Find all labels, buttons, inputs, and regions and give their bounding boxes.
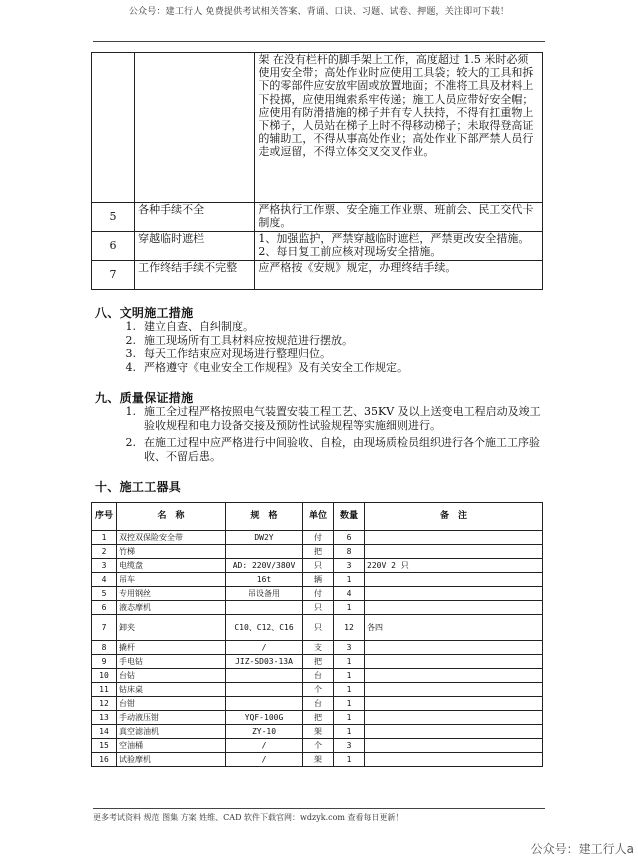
cell-note <box>365 711 543 725</box>
cell-qty: 4 <box>334 587 365 601</box>
cell-name: 卸夹 <box>117 615 226 641</box>
safety-measures-table <box>91 52 543 290</box>
table-row <box>92 697 543 711</box>
watermark: 公众号：建工行人a <box>530 842 634 856</box>
cell-unit: 只 <box>303 601 334 615</box>
cell-qty: 1 <box>334 725 365 739</box>
cell-no: 3 <box>92 559 117 573</box>
table-row <box>92 203 543 232</box>
cell-unit: 架 <box>303 725 334 739</box>
cell-note <box>365 641 543 655</box>
cell-name: 台钻 <box>117 669 226 683</box>
cell-spec: 16t <box>226 573 303 587</box>
list-text: 严格遵守《电业安全工作规程》及有关安全工作规定。 <box>144 360 408 374</box>
header-notice: 公众号：建工行人 免费提供考试相关答案、背诵、口诀、习题、试卷、押题，关注即可下载！ <box>128 7 510 17</box>
row-name: 工作终结手续不完整 <box>135 261 255 290</box>
cell-unit: 台 <box>303 669 334 683</box>
cell-spec: ZY-10 <box>226 725 303 739</box>
cell-spec: C10、C12、C16 <box>226 615 303 641</box>
cell-note <box>365 587 543 601</box>
cell-name: 手动液压钳 <box>117 711 226 725</box>
table-row <box>92 573 543 587</box>
cell-note <box>365 545 543 559</box>
cell-qty: 3 <box>334 739 365 753</box>
list-index: 1. <box>125 320 136 333</box>
table-row <box>92 559 543 573</box>
cell-no: 12 <box>92 697 117 711</box>
cell-qty: 3 <box>334 641 365 655</box>
table-row <box>92 53 543 203</box>
list-item <box>122 347 522 361</box>
cell-spec: / <box>226 739 303 753</box>
table-row <box>92 753 543 767</box>
cell-name: 试验摩机 <box>117 753 226 767</box>
cell-unit: 支 <box>303 641 334 655</box>
cell-unit: 把 <box>303 655 334 669</box>
list-text: 在施工过程中应严格进行中间验收、自检，由现场质检员组织进行各个施工工序验收、不留后患。 <box>144 436 540 463</box>
cell-spec <box>226 601 303 615</box>
list-item <box>122 436 547 463</box>
table-row <box>92 531 543 545</box>
cell-name: 台钳 <box>117 697 226 711</box>
list-text: 施工全过程严格按照电气装置安装工程工艺、35KV 及以上送变电工程启动及竣工验收规程和电力设备交接及预防性试验规程等实施细则进行。 <box>144 405 541 432</box>
cell-no: 7 <box>92 615 117 641</box>
list-index: 3. <box>125 347 136 361</box>
cell-spec: / <box>226 641 303 655</box>
row-number: 6 <box>92 232 135 261</box>
footer-note: 更多考试资料 规范 图集 方案 姓维、CAD 软件下载官网：wdzyk.com 查看每日更新！ <box>93 813 404 822</box>
cell-note <box>365 531 543 545</box>
cell-note <box>365 739 543 753</box>
table-row <box>92 615 543 641</box>
header-unit: 单位 <box>303 503 334 531</box>
table-row <box>92 669 543 683</box>
cell-unit: 只 <box>303 615 334 641</box>
cell-name: 撬杆 <box>117 641 226 655</box>
table-row <box>92 725 543 739</box>
table-row <box>92 232 543 261</box>
list-index: 2. <box>125 436 136 450</box>
header-divider <box>93 41 545 42</box>
cell-note <box>365 601 543 615</box>
table-row <box>92 655 543 669</box>
cell-note <box>365 573 543 587</box>
section-8-title: 八、文明施工措施 <box>95 306 194 320</box>
cell-no: 8 <box>92 641 117 655</box>
cell-no: 4 <box>92 573 117 587</box>
row-description: 严格执行工作票、安全施工作业票、班前会、民工交代卡制度。 <box>255 203 543 232</box>
cell-spec: YQF-100G <box>226 711 303 725</box>
cell-note <box>365 655 543 669</box>
cell-name: 竹梯 <box>117 545 226 559</box>
header-name: 名 称 <box>117 503 226 531</box>
cell-unit: 付 <box>303 587 334 601</box>
list-text: 施工现场所有工具材料应按规范进行摆放。 <box>144 333 353 347</box>
cell-note <box>365 669 543 683</box>
cell-unit: 把 <box>303 711 334 725</box>
cell-spec: JIZ-SD03-13A <box>226 655 303 669</box>
cell-name: 液态摩机 <box>117 601 226 615</box>
section-9-list <box>122 405 547 463</box>
cell-qty: 3 <box>334 559 365 573</box>
cell-no: 15 <box>92 739 117 753</box>
cell-qty: 12 <box>334 615 365 641</box>
table-header-row <box>92 503 543 531</box>
cell-spec <box>226 697 303 711</box>
list-item <box>122 334 522 348</box>
table-row <box>92 641 543 655</box>
table-row <box>92 545 543 559</box>
header-qty: 数量 <box>334 503 365 531</box>
cell-note <box>365 753 543 767</box>
cell-no: 2 <box>92 545 117 559</box>
cell-spec: 吊设备用 <box>226 587 303 601</box>
cell-name: 电缆盘 <box>117 559 226 573</box>
cell-name: 专用钢丝 <box>117 587 226 601</box>
cell-qty: 1 <box>334 753 365 767</box>
cell-spec <box>226 545 303 559</box>
list-index: 1. <box>125 405 136 418</box>
cell-note: 220V 2 只 <box>365 559 543 573</box>
cell-spec <box>226 669 303 683</box>
row-name <box>135 53 255 203</box>
cell-name: 双控双保险安全带 <box>117 531 226 545</box>
table-row <box>92 261 543 290</box>
row-description: 应严格按《安规》规定，办理终结手续。 <box>255 261 543 290</box>
cell-note <box>365 683 543 697</box>
cell-qty: 1 <box>334 601 365 615</box>
header-note: 备 注 <box>365 503 543 531</box>
list-index: 2. <box>125 333 136 347</box>
section-8-list <box>122 320 522 374</box>
cell-qty: 1 <box>334 573 365 587</box>
cell-qty: 6 <box>334 531 365 545</box>
list-item <box>122 405 547 432</box>
tools-table <box>91 502 543 767</box>
row-description: 架 在没有栏杆的脚手架上工作，高度超过 1.5 米时必须使用安全带；高处作业时应使用工具袋；较大的工具和拆下的零部件应安放牢固或放置地面；不准将工具及材料上下投掷，应使用绳索系牢传递；施工人员应带好安全帽；应使用有防滑措施的梯子并有专人扶持，不得有扛重物上下梯子，人员站在梯子上时不得移动梯子；未取得登高证的辅助工，不得从事高处作业；高处作业下部严禁人员行走或逗留，不得立体交叉交叉作业。 <box>255 53 543 203</box>
cell-qty: 8 <box>334 545 365 559</box>
cell-qty: 1 <box>334 669 365 683</box>
list-item <box>122 320 522 334</box>
cell-name: 钻床桌 <box>117 683 226 697</box>
footer-divider <box>93 808 545 809</box>
cell-qty: 1 <box>334 655 365 669</box>
cell-unit: 架 <box>303 753 334 767</box>
cell-qty: 1 <box>334 683 365 697</box>
table-row <box>92 683 543 697</box>
row-name: 各种手续不全 <box>135 203 255 232</box>
cell-unit: 付 <box>303 531 334 545</box>
header-no: 序号 <box>92 503 117 531</box>
cell-no: 6 <box>92 601 117 615</box>
list-text: 每天工作结束应对现场进行整理归位。 <box>144 347 331 361</box>
cell-no: 9 <box>92 655 117 669</box>
cell-no: 16 <box>92 753 117 767</box>
cell-unit: 只 <box>303 559 334 573</box>
list-item <box>122 361 522 375</box>
row-description: 1、加强监护，严禁穿越临时遮栏，严禁更改安全措施。2、每日复工前应核对现场安全措施。 <box>255 232 543 261</box>
cell-qty: 1 <box>334 711 365 725</box>
cell-no: 10 <box>92 669 117 683</box>
row-name: 穿越临时遮栏 <box>135 232 255 261</box>
row-number: 7 <box>92 261 135 290</box>
list-text: 建立自查、自纠制度。 <box>144 320 254 333</box>
cell-note: 各四 <box>365 615 543 641</box>
table-row <box>92 587 543 601</box>
table-row <box>92 601 543 615</box>
section-9-title: 九、质量保证措施 <box>95 391 194 405</box>
cell-name: 手电钻 <box>117 655 226 669</box>
cell-no: 11 <box>92 683 117 697</box>
cell-name: 真空滤油机 <box>117 725 226 739</box>
cell-unit: 辆 <box>303 573 334 587</box>
header-spec: 规 格 <box>226 503 303 531</box>
row-number: 5 <box>92 203 135 232</box>
cell-unit: 台 <box>303 697 334 711</box>
cell-unit: 把 <box>303 545 334 559</box>
cell-note <box>365 725 543 739</box>
table-row <box>92 739 543 753</box>
cell-spec: AD: 220V/380V <box>226 559 303 573</box>
cell-no: 13 <box>92 711 117 725</box>
row-number <box>92 53 135 203</box>
cell-unit: 个 <box>303 683 334 697</box>
cell-no: 1 <box>92 531 117 545</box>
table-row <box>92 711 543 725</box>
cell-name: 空油桶 <box>117 739 226 753</box>
cell-no: 14 <box>92 725 117 739</box>
cell-spec <box>226 683 303 697</box>
cell-note <box>365 697 543 711</box>
list-index: 4. <box>125 360 136 374</box>
cell-spec: DW2Y <box>226 531 303 545</box>
cell-spec: / <box>226 753 303 767</box>
cell-unit: 个 <box>303 739 334 753</box>
cell-qty: 1 <box>334 697 365 711</box>
section-10-title: 十、施工工器具 <box>95 480 182 494</box>
cell-no: 5 <box>92 587 117 601</box>
cell-name: 吊车 <box>117 573 226 587</box>
